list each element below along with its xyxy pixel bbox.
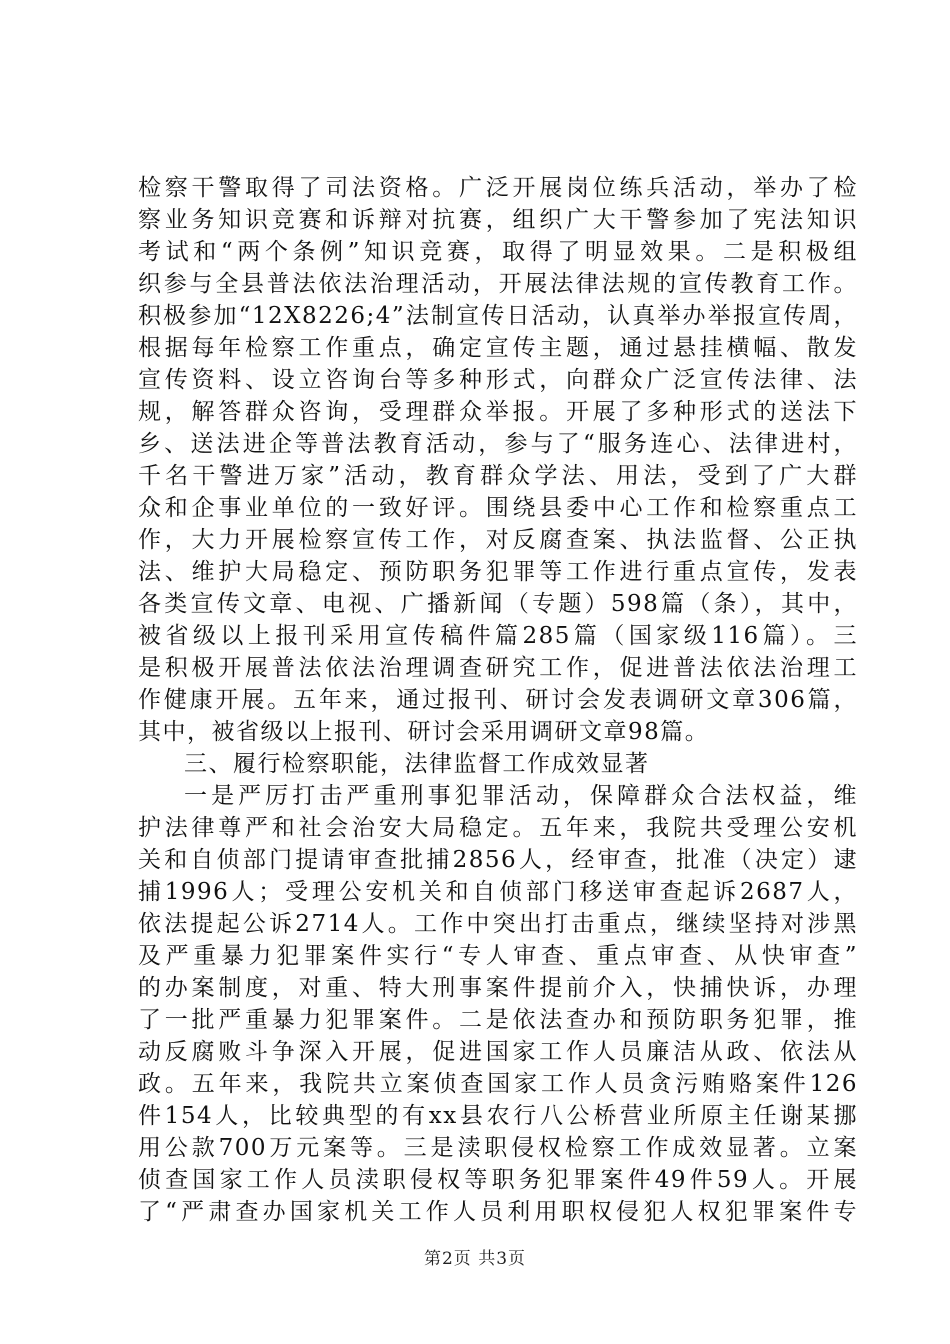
text-line: 件154人，比较典型的有xx县农行八公桥营业所原主任谢某挪 bbox=[138, 1103, 858, 1129]
text-line: 考试和“两个条例”知识竞赛，取得了明显效果。二是积极组 bbox=[138, 239, 858, 265]
text-line: 千名干警进万家”活动，教育群众学法、用法，受到了广大群 bbox=[138, 463, 858, 489]
text-line: 根据每年检察工作重点，确定宣传主题，通过悬挂横幅、散发 bbox=[138, 335, 858, 361]
text-line: 动反腐败斗争深入开展，促进国家工作人员廉洁从政、依法从 bbox=[138, 1039, 858, 1065]
text-line: 作健康开展。五年来，通过报刊、研讨会发表调研文章306篇， bbox=[138, 687, 858, 713]
body-text bbox=[138, 172, 858, 1228]
text-line: 的办案制度，对重、特大刑事案件提前介入，快捕快诉，办理 bbox=[138, 975, 858, 1001]
text-line: 宣传资料、设立咨询台等多种形式，向群众广泛宣传法律、法 bbox=[138, 367, 858, 393]
text-line: 侦查国家工作人员渎职侵权等职务犯罪案件49件59人。开展 bbox=[138, 1167, 858, 1193]
text-line: 被省级以上报刊采用宣传稿件篇285篇（国家级116篇）。三 bbox=[138, 623, 858, 649]
text-line: 是积极开展普法依法治理调查研究工作，促进普法依法治理工 bbox=[138, 655, 858, 681]
text-line: 积极参加“12X8226;4”法制宣传日活动，认真举办举报宣传周， bbox=[138, 303, 858, 329]
text-line: 察业务知识竞赛和诉辩对抗赛，组织广大干警参加了宪法知识 bbox=[138, 207, 858, 233]
text-line: 检察干警取得了司法资格。广泛开展岗位练兵活动，举办了检 bbox=[138, 175, 858, 201]
text-line: 及严重暴力犯罪案件实行“专人审查、重点审查、从快审查” bbox=[138, 943, 858, 969]
text-line: 了“严肃查办国家机关工作人员利用职权侵犯人权犯罪案件专 bbox=[138, 1199, 858, 1225]
page-number-footer: 第2页 共3页 bbox=[423, 1249, 527, 1269]
section-heading: 三、履行检察职能，法律监督工作成效显著 bbox=[184, 751, 650, 777]
text-line: 关和自侦部门提请审查批捕2856人，经审查，批准（决定）逮 bbox=[138, 847, 858, 873]
text-line: 政。五年来，我院共立案侦查国家工作人员贪污贿赂案件126 bbox=[138, 1071, 858, 1097]
text-line: 乡、送法进企等普法教育活动，参与了“服务连心、法律进村， bbox=[138, 431, 858, 457]
text-line: 法、维护大局稳定、预防职务犯罪等工作进行重点宣传，发表 bbox=[138, 559, 858, 585]
text-line: 作，大力开展检察宣传工作，对反腐查案、执法监督、公正执 bbox=[138, 527, 858, 553]
text-line: 众和企事业单位的一致好评。围绕县委中心工作和检察重点工 bbox=[138, 495, 858, 521]
text-line: 各类宣传文章、电视、广播新闻（专题）598篇（条），其中， bbox=[138, 591, 858, 617]
text-line: 织参与全县普法依法治理活动，开展法律法规的宣传教育工作。 bbox=[138, 271, 858, 297]
text-line: 用公款700万元案等。三是渎职侵权检察工作成效显著。立案 bbox=[138, 1135, 858, 1161]
text-line: 依法提起公诉2714人。工作中突出打击重点，继续坚持对涉黑 bbox=[138, 911, 858, 937]
paragraph-first-line: 一是严厉打击严重刑事犯罪活动，保障群众合法权益，维 bbox=[184, 783, 858, 809]
text-line: 护法律尊严和社会治安大局稳定。五年来，我院共受理公安机 bbox=[138, 815, 858, 841]
text-line: 规，解答群众咨询，受理群众举报。开展了多种形式的送法下 bbox=[138, 399, 858, 425]
text-line: 其中，被省级以上报刊、研讨会采用调研文章98篇。 bbox=[138, 719, 710, 745]
text-line: 了一批严重暴力犯罪案件。二是依法查办和预防职务犯罪，推 bbox=[138, 1007, 858, 1033]
text-line: 捕1996人；受理公安机关和自侦部门移送审查起诉2687人， bbox=[138, 879, 858, 905]
